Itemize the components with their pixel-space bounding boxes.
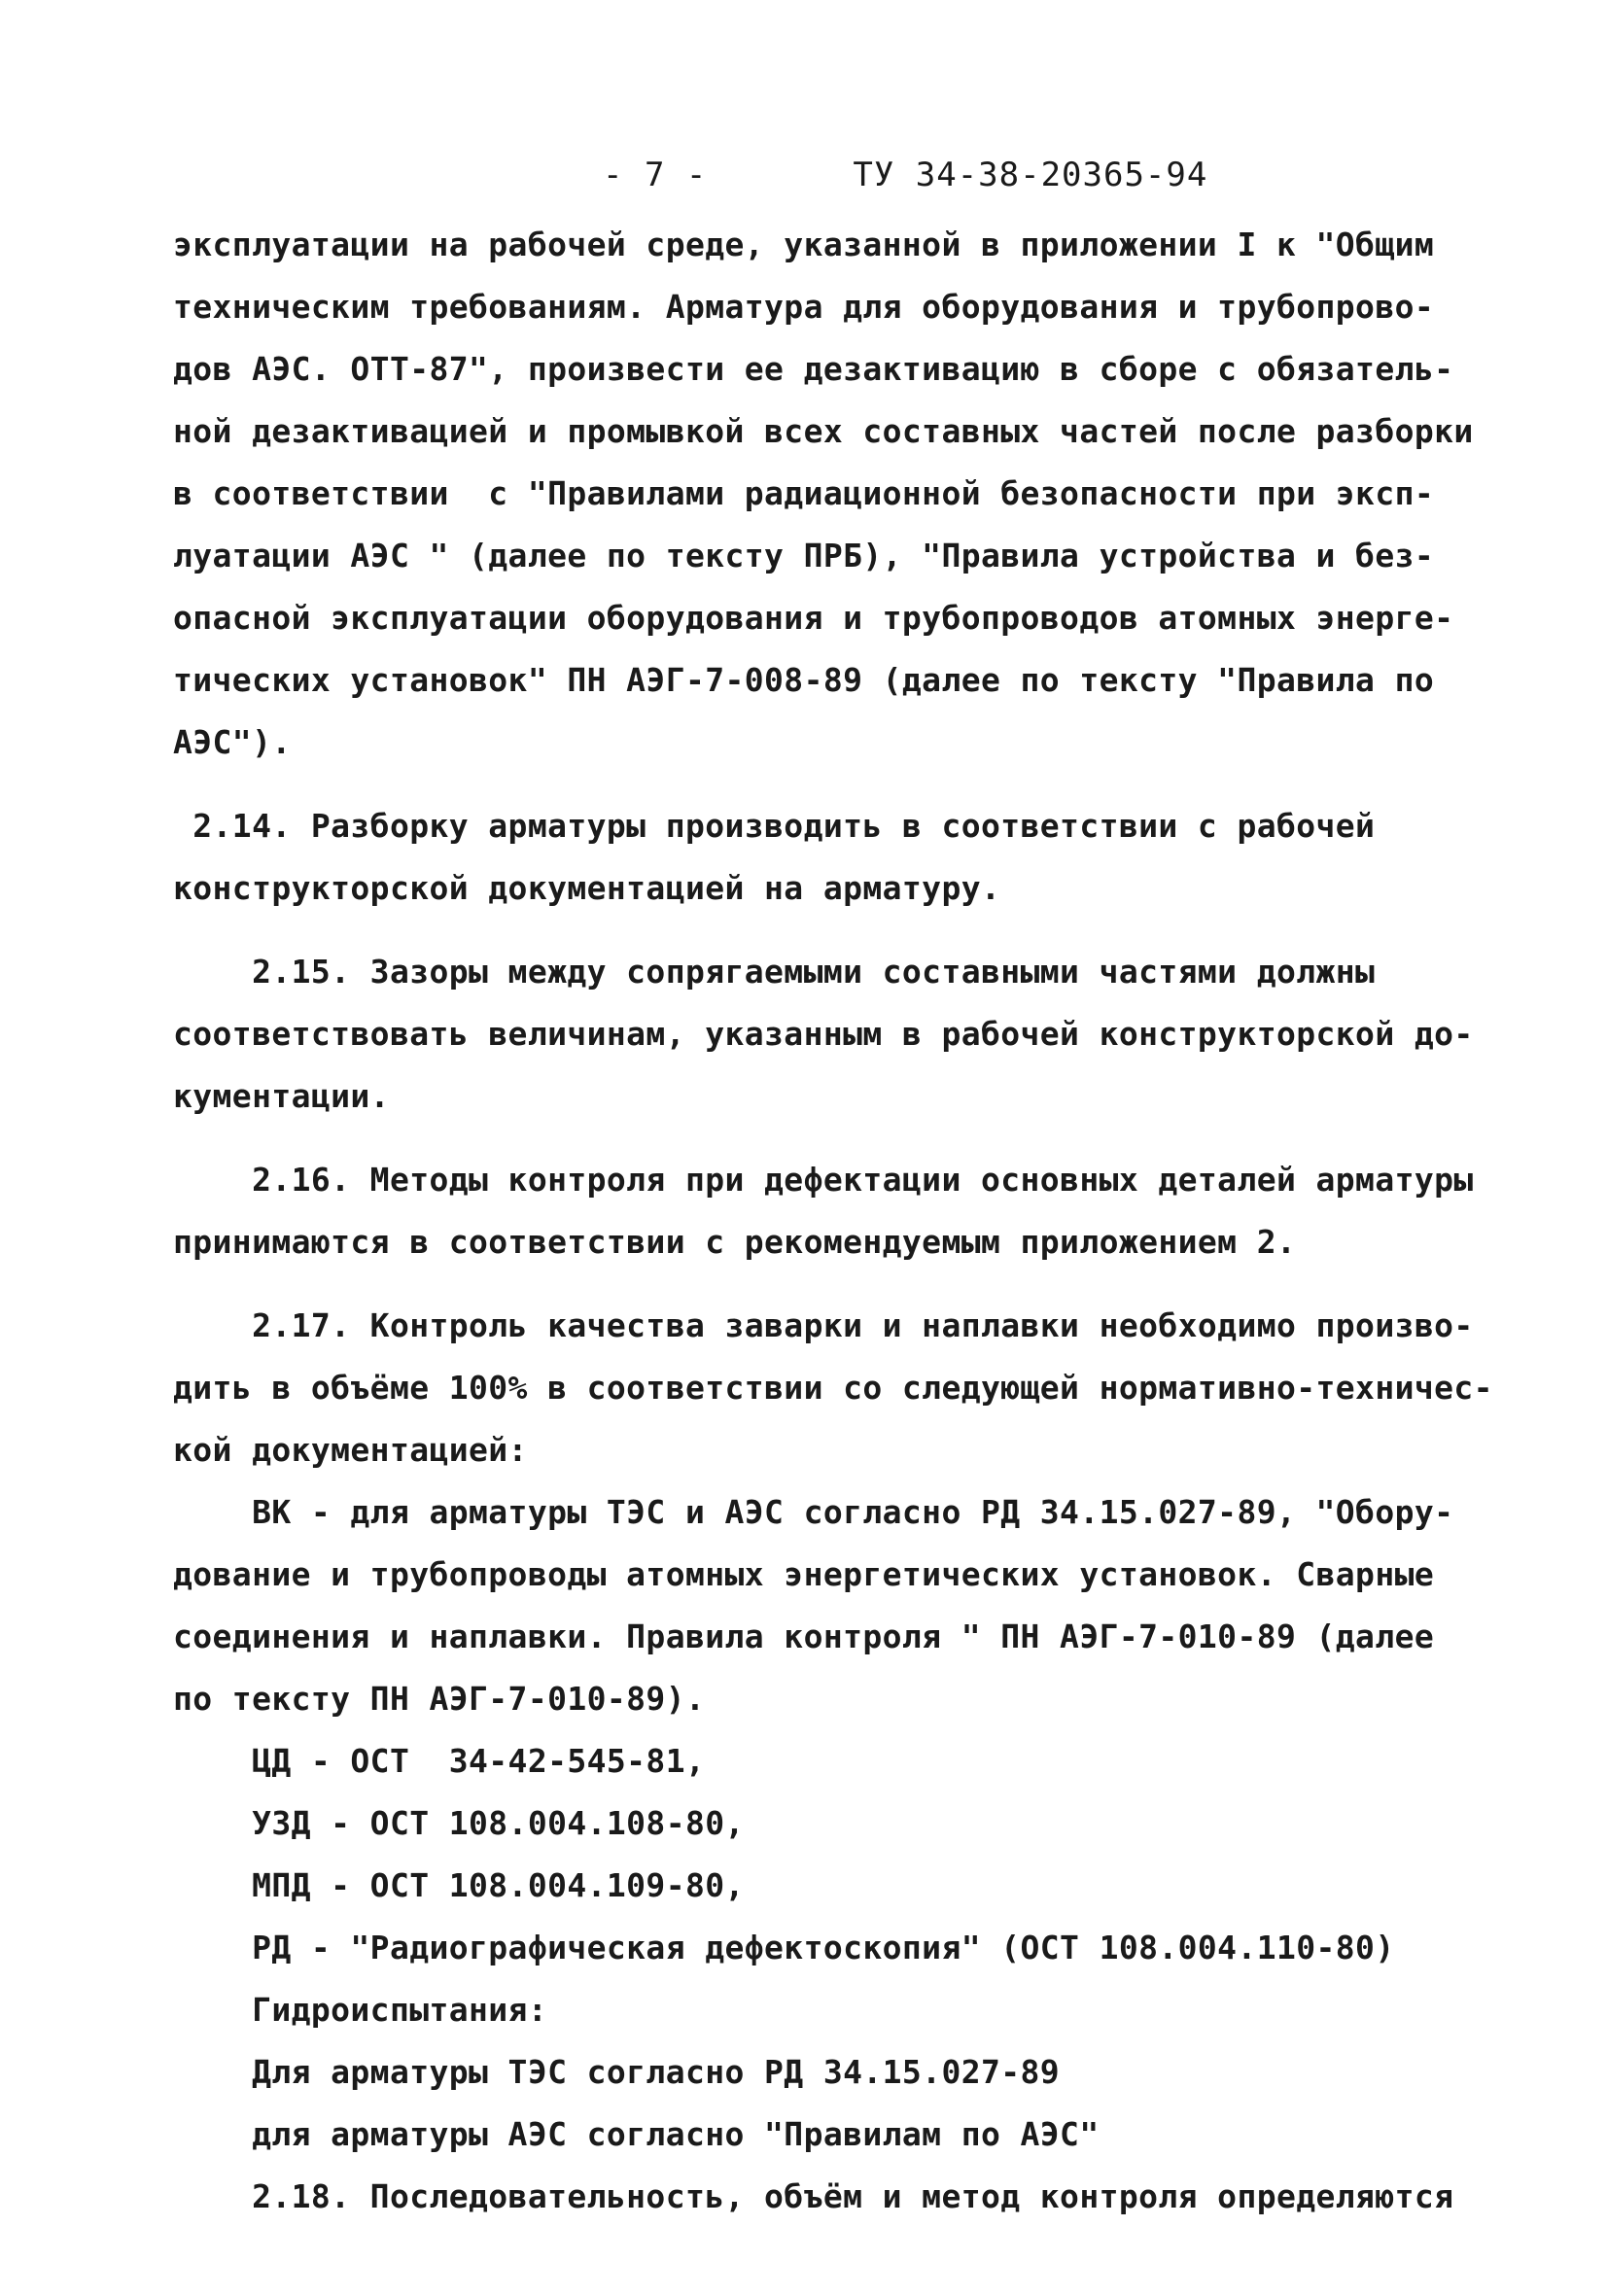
text-line: ной дезактивацией и промывкой всех составных частей после разборки <box>173 412 1474 450</box>
text-line: кой документацией: <box>173 1431 528 1469</box>
text-line: соединения и наплавки. Правила контроля " ПН АЭГ-7-010-89 (далее <box>173 1618 1435 1655</box>
page-number: - 7 - <box>603 156 708 194</box>
page-header <box>603 156 1207 194</box>
text-line: дов АЭС. ОТТ-87", произвести ее дезактивацию в сборе с обязатель- <box>173 350 1454 388</box>
document-code: ТУ 34-38-20365-94 <box>853 156 1208 194</box>
document-body <box>173 214 1493 2228</box>
list-item: РД - "Радиографическая дефектоскопия" (ОСТ 108.004.110-80) <box>173 1929 1395 1966</box>
text-line: АЭС"). <box>173 723 292 761</box>
text-line: техническим требованиям. Арматура для оборудования и трубопрово- <box>173 288 1435 326</box>
text-line: тических установок" ПН АЭГ-7-008-89 (далее по тексту "Правила по <box>173 661 1435 699</box>
text-line: соответствовать величинам, указанным в рабочей конструкторской до- <box>173 1015 1474 1053</box>
text-line: конструкторской документацией на арматуру. <box>173 869 1001 907</box>
text-line: ВК - для арматуры ТЭС и АЭС согласно РД 34.15.027-89, "Обору- <box>173 1493 1454 1531</box>
text-line: дование и трубопроводы атомных энергетических установок. Сварные <box>173 1555 1435 1593</box>
text-line: принимаются в соответствии с рекомендуемым приложением 2. <box>173 1223 1297 1261</box>
text-line: дить в объёме 100% в соответствии со следующей нормативно-техничес- <box>173 1369 1493 1407</box>
text-line: в соответствии с "Правилами радиационной безопасности при эксп- <box>173 474 1435 512</box>
section-label: Гидроиспытания: <box>173 1991 548 2029</box>
list-item: ЦД - ОСТ 34-42-545-81, <box>173 1742 706 1780</box>
paragraph-2-16: 2.16. Методы контроля при дефектации основных деталей арматуры <box>173 1161 1474 1199</box>
text-line: опасной эксплуатации оборудования и трубопроводов атомных энерге- <box>173 599 1454 637</box>
list-item: для арматуры АЭС согласно "Правилам по АЭС" <box>173 2115 1100 2153</box>
paragraph-2-18: 2.18. Последовательность, объём и метод контроля определяются <box>173 2177 1454 2215</box>
text-line: луатации АЭС " (далее по тексту ПРБ), "Правила устройства и без- <box>173 537 1435 574</box>
text-line: кументации. <box>173 1077 390 1115</box>
list-item: Для арматуры ТЭС согласно РД 34.15.027-89 <box>173 2053 1061 2091</box>
paragraph-2-15: 2.15. Зазоры между сопрягаемыми составными частями должны <box>173 953 1376 991</box>
text-line: эксплуатации на рабочей среде, указанной в приложении I к "Общим <box>173 226 1435 263</box>
paragraph-2-17: 2.17. Контроль качества заварки и наплавки необходимо произво- <box>173 1306 1474 1344</box>
text-line: по тексту ПН АЭГ-7-010-89). <box>173 1680 706 1718</box>
paragraph-2-14: 2.14. Разборку арматуры производить в соответствии с рабочей <box>173 807 1376 845</box>
list-item: МПД - ОСТ 108.004.109-80, <box>173 1866 745 1904</box>
list-item: УЗД - ОСТ 108.004.108-80, <box>173 1804 745 1842</box>
